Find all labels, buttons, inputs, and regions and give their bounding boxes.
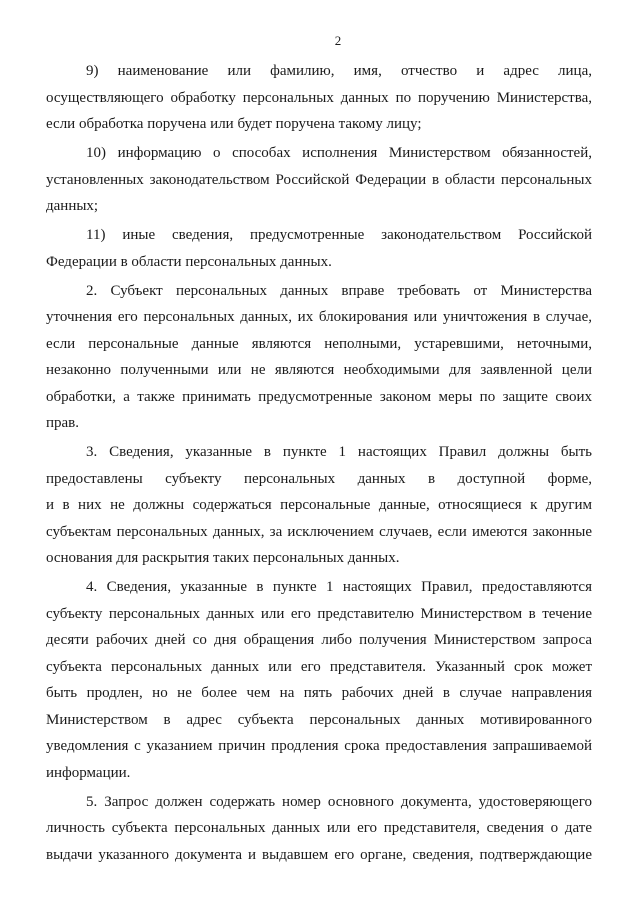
text-line: 10) информацию о способах исполнения Министерством обязанностей, [86, 145, 592, 161]
text-line: 5. Запрос должен содержать номер основного документа, удостоверяющего [86, 793, 592, 810]
text-line: выдачи указанного документа и выдавшем его органе, сведения, подтверждающие [46, 846, 592, 863]
document-body [46, 58, 592, 871]
paragraph-point-5 [46, 789, 592, 869]
text-line: 3. Сведения, указанные в пункте 1 настоящих Правил должны быть [86, 444, 592, 460]
text-line: десяти рабочих дней со дня обращения либо получения Министерством запроса [46, 632, 592, 648]
text-line: прав. [46, 415, 80, 431]
text-line: обработки, а также принимать предусмотренные законом меры по защите своих [46, 388, 592, 405]
text-line: личность субъекта персональных данных или его представителя, сведения о дате [46, 820, 592, 836]
text-line: незаконно полученными или не являются необходимыми для заявленной цели [46, 362, 592, 378]
text-line: осуществляющего обработку персональных данных по поручению Министерства, [46, 89, 592, 106]
text-line: основания для раскрытия таких персональных данных. [46, 550, 400, 566]
text-line: быть продлен, но не более чем на пять рабочих дней в случае направления [46, 685, 592, 701]
paragraph-item-11 [46, 222, 592, 275]
paragraph-point-3 [46, 439, 592, 572]
text-line: Министерством в адрес субъекта персональных данных мотивированного [46, 711, 592, 728]
text-line: уведомления с указанием причин продления срока предоставления запрашиваемой [46, 738, 592, 754]
paragraph-point-2 [46, 278, 592, 437]
text-line: Федерации в области персональных данных. [46, 253, 332, 270]
text-line: данных; [46, 198, 99, 214]
text-line: 9) наименование или фамилию, имя, отчество и адрес лица, [86, 63, 592, 79]
text-line: предоставлены субъекту персональных данных в доступной форме, [46, 470, 592, 487]
text-line: субъектам персональных данных, за исключением случаев, если имеются законные [46, 523, 592, 540]
text-line: субъекту персональных данных или его представителю Министерством в течение [46, 605, 592, 622]
text-line: уточнения его персональных данных, их блокирования или уничтожения в случае, [46, 309, 592, 325]
text-line: если персональные данные являются неполными, устаревшими, неточными, [46, 335, 592, 352]
paragraph-item-9 [46, 58, 592, 138]
page-number: 2 [334, 33, 342, 48]
text-line: информации. [46, 764, 131, 781]
text-line: 2. Субъект персональных данных вправе требовать от Министерства [86, 282, 592, 299]
paragraph-item-10 [46, 140, 592, 220]
paragraph-point-4 [46, 574, 592, 786]
text-line: и в них не должны содержаться персональные данные, относящиеся к другим [46, 497, 592, 513]
text-line: если обработка поручена или будет поручена такому лицу; [46, 116, 422, 132]
text-line: субъекта персональных данных или его представителя. Указанный срок может [46, 658, 592, 675]
text-line: 4. Сведения, указанные в пункте 1 настоящих Правил, предоставляются [86, 579, 592, 595]
text-line: 11) иные сведения, предусмотренные законодательством Российской [86, 227, 592, 243]
text-line: установленных законодательством Российской Федерации в области персональных [46, 171, 592, 188]
